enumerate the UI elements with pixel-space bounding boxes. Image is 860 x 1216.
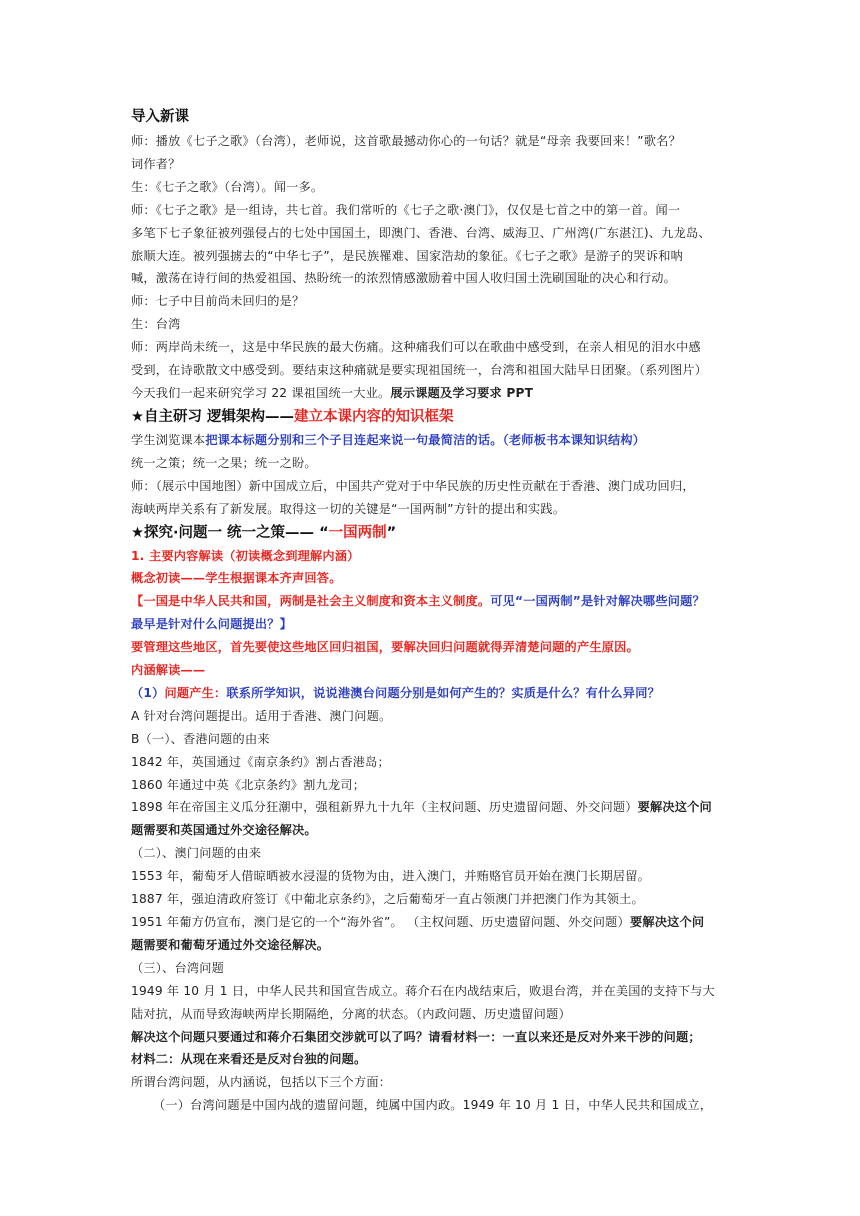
paragraph-line: 题需要和葡萄牙通过外交途径解决。 [131,937,330,952]
paragraph-line: 师：两岸尚未统一，这是中华民族的最大伤痛。这种痛我们可以在歌曲中感受到，在亲人相见的泪水中感 [131,340,701,355]
blue-bold-run: 把课本标题分别和三个子目连起来说一句最简洁的话。（老师板书本课知识结构） [205,432,646,447]
text-run: 1898 年在帝国主义瓜分狂潮中，强租新界九十九年（主权问题、历史遗留问题、外交问题） [131,800,638,815]
paragraph-line: 题需要和英国通过外交途径解决。 [131,823,317,838]
paragraph-line: 所谓台湾问题，从内涵说，包括以下三个方面： [131,1075,392,1090]
text-run: 1951 年葡方仍宣布，澳门是它的一个“海外省”。 （主权问题、历史遗留问题、外交问题） [131,915,630,929]
paragraph-line: B（一）、香港问题的由来 [131,731,270,746]
paragraph-line: 1842 年，英国通过《南京条约》割占香港岛； [131,754,390,769]
paragraph-line: 师：《七子之歌》是一组诗，共七首。我们常听的《七子之歌·澳门》，仅仅是七首之中的第一首。闻一 [131,202,681,217]
paragraph-line: 最早是针对什么问题提出？】 [131,617,293,632]
paragraph-line: 师：七子中目前尚未回归的是？ [131,294,305,309]
paragraph-line: 1949 年 10 月 1 日，中华人民共和国宣告成立。蒋介石在内战结束后，败退台湾，并在美国的支持下与大 [131,983,715,998]
paragraph-line: 1860 年通过中英《北京条约》割九龙司； [131,777,366,792]
paragraph-line [131,382,731,405]
section-heading [131,405,731,429]
red-run: 建立本课内容的知识框架 [294,408,454,425]
blue-run: 可见“一国两制”是针对解决哪些问题？ [490,594,705,609]
paragraph-line: 1887 年，强迫清政府签订《中葡北京条约》，之后葡萄牙一直占领澳门并把澳门作为其领土。 [131,892,644,907]
paragraph-line: A 针对台湾问题提出。适用于香港、澳门问题。 [131,708,392,723]
paragraph-line: 旅顺大连。被列强掳去的“中华七子”，是民族罹难、国家浩劫的象征。《七子之歌》是游子的哭诉和呐 [131,248,683,263]
paragraph-line [131,796,731,819]
paragraph-line: （三）、台湾问题 [131,960,224,975]
paragraph-line: 1. 主要内容解读（初读概念到理解内涵） [131,548,360,563]
paragraph-line [131,590,731,613]
paragraph-line [131,682,731,705]
paragraph-line: 1553 年，葡萄牙人借晾晒被水浸湿的货物为由，进入澳门，并贿赂官员开始在澳门长期居留。 [131,869,651,884]
paragraph-line: 喊，激荡在诗行间的热爱祖国、热盼统一的浓烈情感激励着中国人收归国土洗刷国耻的决心和行动。 [131,271,677,286]
bold-run: 展示课题及学习要求 PPT [390,385,534,400]
text-run: 今天我们一起来研究学习 22 课祖国统一大业。 [131,385,391,400]
red-run: 一国是中华人民共和国，两制是社会主义制度和资本主义制度。 [143,594,491,609]
paragraph-line: 生：《七子之歌》（台湾）。闻一多。 [131,179,324,194]
section-heading: 导入新课 [131,109,189,125]
paragraph-line [131,911,731,934]
paragraph-line: 生：台湾 [131,317,181,332]
paragraph-line: （二）、澳门问题的由来 [131,846,262,861]
paragraph-line: （一）台湾问题是中国内战的遗留问题，纯属中国内政。1949 年 10 月 1 日，中华人民共和国成立， [153,1098,713,1113]
blue-run: （1） [131,685,165,700]
paragraph-line: 材料二：从现在来看还是反对台独的问题。 [131,1052,367,1067]
text-run: ★自主研习 逻辑架构—— [131,408,295,425]
red-run: 问题产生： [164,685,227,700]
paragraph-line [131,429,731,452]
blue-run: 联系所学知识，说说港澳台问题分别是如何产生的？实质是什么？有什么异同？ [226,685,660,700]
bold-run: 要解决这个问 [629,915,705,929]
text-run: 学生浏览课本 [131,432,206,447]
section-heading [131,521,731,545]
paragraph-line: 统一之策；统一之果；统一之盼。 [131,455,317,470]
paragraph-line: 多笔下七子象征被列强侵占的七处中国国土，即澳门、香港、台湾、威海卫、广州湾(广东湛江)、九龙岛、 [131,225,711,240]
paragraph-line: 词作者？ [131,156,181,171]
paragraph-line: 海峡两岸关系有了新发展。取得这一切的关键是“一国两制”方针的提出和实践。 [131,501,566,516]
paragraph-line: 师：（展示中国地图）新中国成立后，中国共产党对于中华民族的历史性贡献在于香港、澳门成功回归， [131,478,695,493]
paragraph-line: 解决这个问题只要通过和蒋介石集团交涉就可以了吗？请看材料一：一直以来还是反对外来干涉的问题； [131,1029,701,1044]
red-run: 一国两制 [328,524,387,541]
paragraph-line: 陆对抗，从而导致海峡两岸长期隔绝，分离的状态。（内政问题、历史遗留问题） [131,1006,571,1021]
text-run: ” [386,524,397,541]
paragraph-line: 概念初读——学生根据课本齐声回答。 [131,571,342,586]
bold-run: 要解决这个问 [637,800,712,815]
paragraph-line: 内涵解读—— [131,663,206,678]
text-run: ★探究·问题一 统一之策—— “ [131,524,329,541]
paragraph-line: 受到，在诗歌散文中感受到。要结束这种痛就是要实现祖国统一，台湾和祖国大陆早日团聚。（系列图片） [131,363,708,378]
red-run: 【 [131,594,144,609]
document-page [131,104,731,1117]
paragraph-line: 师：播放《七子之歌》（台湾），老师说，这首歌最撼动你心的一句话？就是“母亲 我要回来！”歌名？ [131,134,681,148]
paragraph-line: 要管理这些地区，首先要使这些地区回归祖国，要解决回归问题就得弄清楚问题的产生原因。 [131,640,639,655]
